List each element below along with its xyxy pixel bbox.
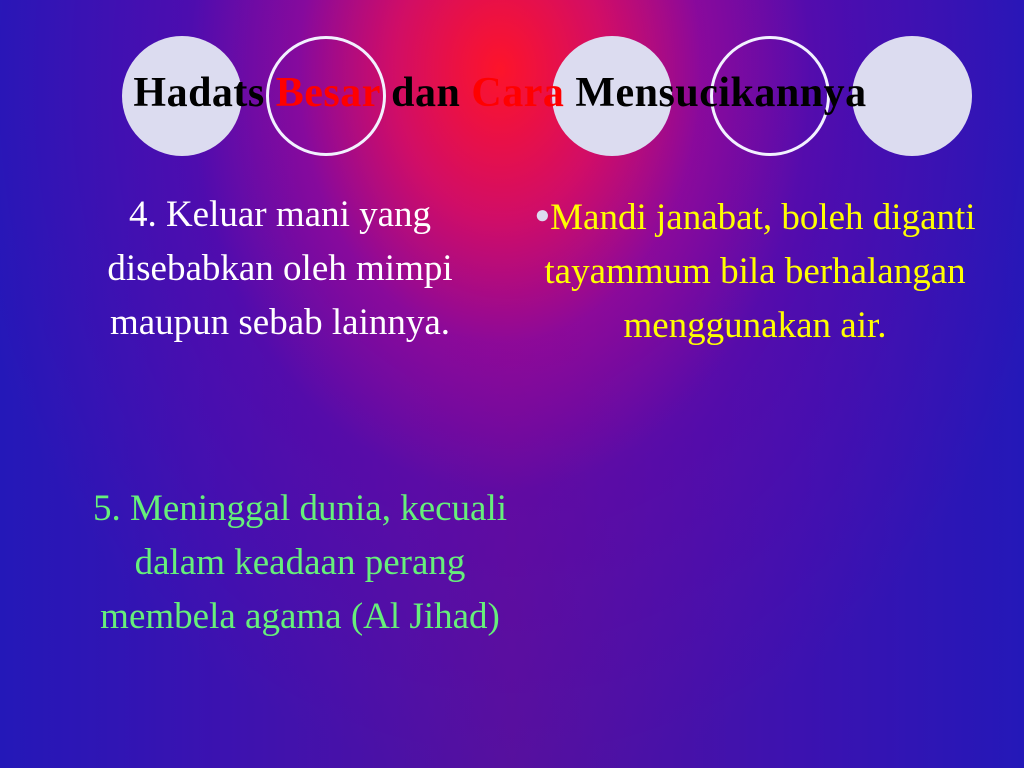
- title-part-mensucikannya: Mensucikannya: [564, 70, 867, 116]
- bullet-dot-icon: ●: [534, 200, 551, 229]
- left-item-4: 4. Keluar mani yang disebabkan oleh mimpi maupun sebab lainnya.: [107, 194, 453, 343]
- title-part-cara: Cara: [471, 70, 565, 116]
- right-bullet-text: Mandi janabat, boleh diganti tayammum bila berhalangan menggunakan air.: [544, 197, 976, 346]
- title-part-hadats: Hadats: [133, 70, 276, 116]
- left-item-5: 5. Meninggal dunia, kecuali dalam keadaan perang membela agama (Al Jihad): [92, 488, 508, 637]
- title-part-besar: Besar: [275, 70, 381, 116]
- slide-title: [0, 72, 1000, 114]
- title-part-dan: dan: [380, 70, 472, 116]
- right-bullet-item: [530, 188, 980, 353]
